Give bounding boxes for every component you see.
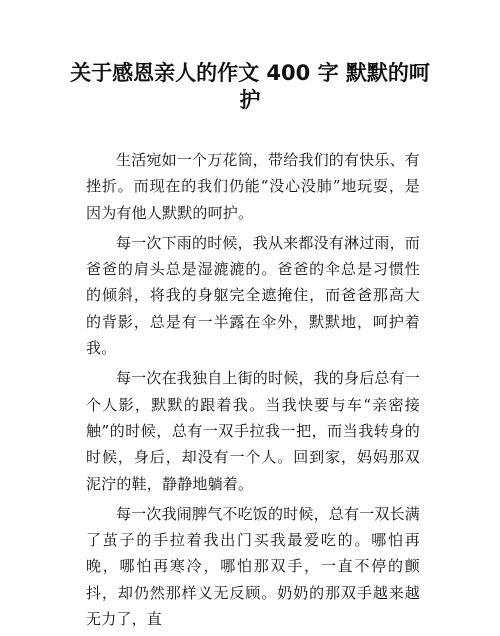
paragraph-1: 生活宛如一个万花筒，带给我们的有快乐、有挫折。而现在的我们仍能“没心没肺”地玩耍，是因为有他人默默的呵护。 bbox=[86, 151, 421, 222]
document-title: 关于感恩亲人的作文 400 字 默默的呵护 bbox=[70, 61, 430, 112]
paragraph-2: 每一次下雨的时候，我从来都没有淋过雨，而爸爸的肩头总是湿漉漉的。爸爸的伞总是习惯性的倾斜，将我的身躯完全遮掩住，而爸爸那高大的背影，总是有一半露在伞外，默默地，呵护着我。 bbox=[86, 233, 421, 358]
document-body bbox=[86, 147, 420, 636]
paragraph-4: 每一次我闹脾气不吃饭的时候，总有一双长满了茧子的手拉着我出门买我最爱吃的。哪怕再晚，哪怕再寒冷，哪怕那双手，一直不停的颤抖，却仍然那样义无反顾。奶奶的那双手越来越无力了，直 bbox=[86, 504, 421, 629]
paragraph-3: 每一次在我独自上街的时候，我的身后总有一个人影，默默的跟着我。当我快要与车“亲密接触”的时候，总有一双手拉我一把，而当我转身的时候，身后，却没有一个人。回到家，妈妈那双泥泞的鞋，静静地躺着。 bbox=[86, 369, 421, 493]
